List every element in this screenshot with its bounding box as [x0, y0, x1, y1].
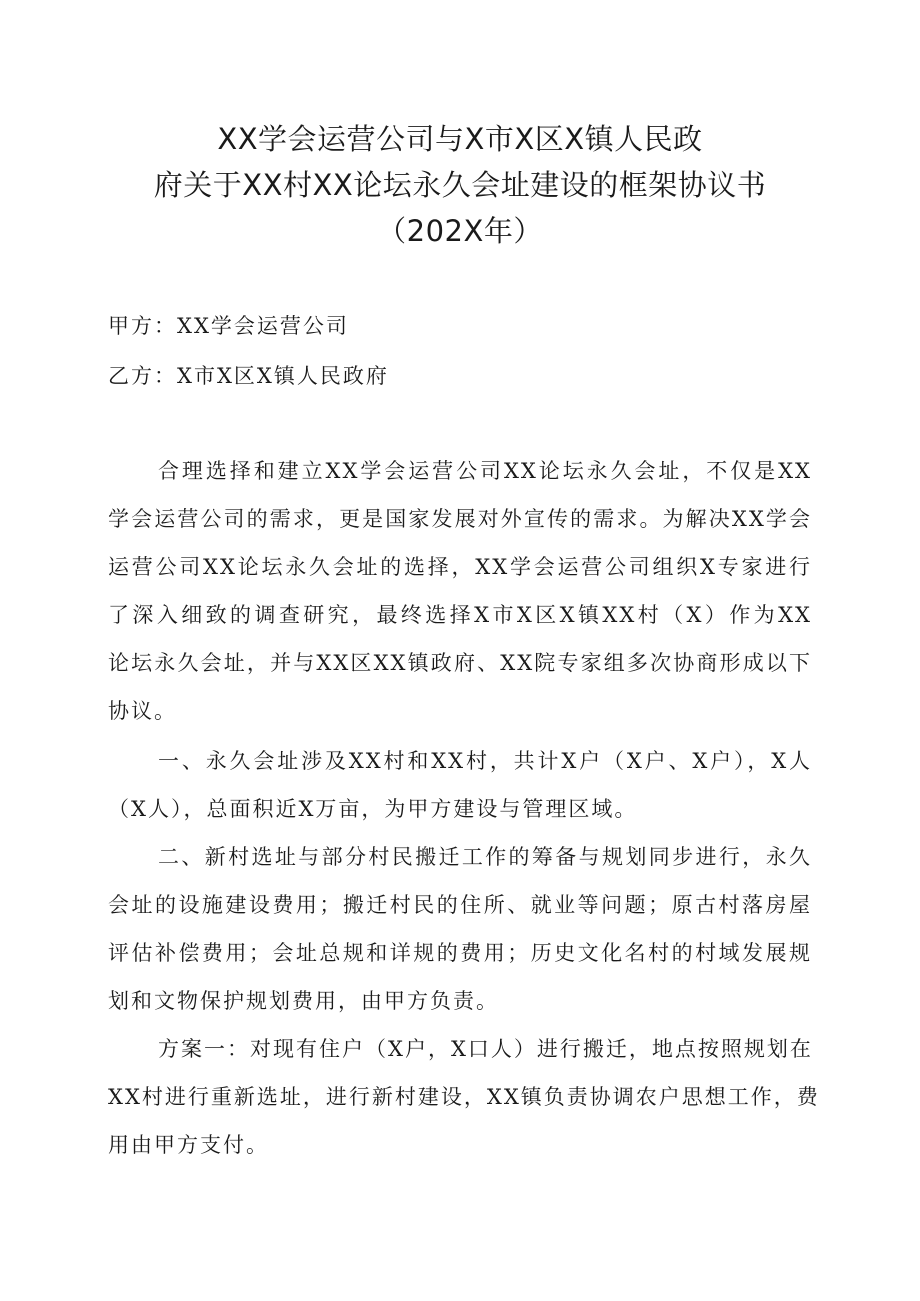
party-a: 甲方：XX学会运营公司 — [108, 314, 349, 338]
paragraph-line: 用由甲方支付。 — [108, 1133, 269, 1157]
paragraph-line: 评估补偿费用；会址总规和详规的费用；历史文化名村的村域发展规 — [108, 941, 812, 965]
title-line: 府关于XX村XX论坛永久会址建设的框架协议书 — [153, 168, 767, 202]
paragraph-clause-2 — [108, 833, 812, 1025]
paragraph-line: （X人），总面积近X万亩，为甲方建设与管理区域。 — [108, 797, 638, 821]
paragraph-line: 运营公司XX论坛永久会址的选择，XX学会运营公司组织X专家进行 — [108, 555, 812, 579]
paragraph-line: 学会运营公司的需求，更是国家发展对外宣传的需求。为解决XX学会 — [108, 507, 812, 531]
title-line: （202X年） — [377, 214, 543, 248]
paragraph-intro — [108, 447, 812, 735]
document-title — [100, 116, 820, 254]
paragraph-clause-1 — [108, 737, 812, 833]
paragraph-line: 方案一：对现有住户（X户，X口人）进行搬迁，地点按照规划在 — [158, 1037, 813, 1061]
paragraph-line: 论坛永久会址，并与XX区XX镇政府、XX院专家组多次协商形成以下 — [108, 651, 812, 675]
paragraph-line: 会址的设施建设费用；搬迁村民的住所、就业等问题；原古村落房屋 — [108, 893, 812, 917]
title-line: XX学会运营公司与X市X区X镇人民政 — [217, 122, 703, 156]
paragraph-line: 二、新村选址与部分村民搬迁工作的筹备与规划同步进行，永久 — [158, 845, 812, 869]
paragraph-line: XX村进行重新选址，进行新村建设，XX镇负责协调农户思想工作，费 — [108, 1085, 820, 1109]
paragraph-plan-1 — [108, 1025, 820, 1169]
paragraph-line: 协议。 — [108, 699, 177, 723]
party-b: 乙方：X市X区X镇人民政府 — [108, 364, 389, 388]
paragraph-line: 了深入细致的调查研究，最终选择X市X区X镇XX村（X）作为XX — [108, 603, 812, 627]
paragraph-line: 一、永久会址涉及XX村和XX村，共计X户（X户、X户），X人 — [158, 749, 812, 773]
paragraph-line: 划和文物保护规划费用，由甲方负责。 — [108, 989, 499, 1013]
paragraph-line: 合理选择和建立XX学会运营公司XX论坛永久会址，不仅是XX — [158, 459, 812, 483]
